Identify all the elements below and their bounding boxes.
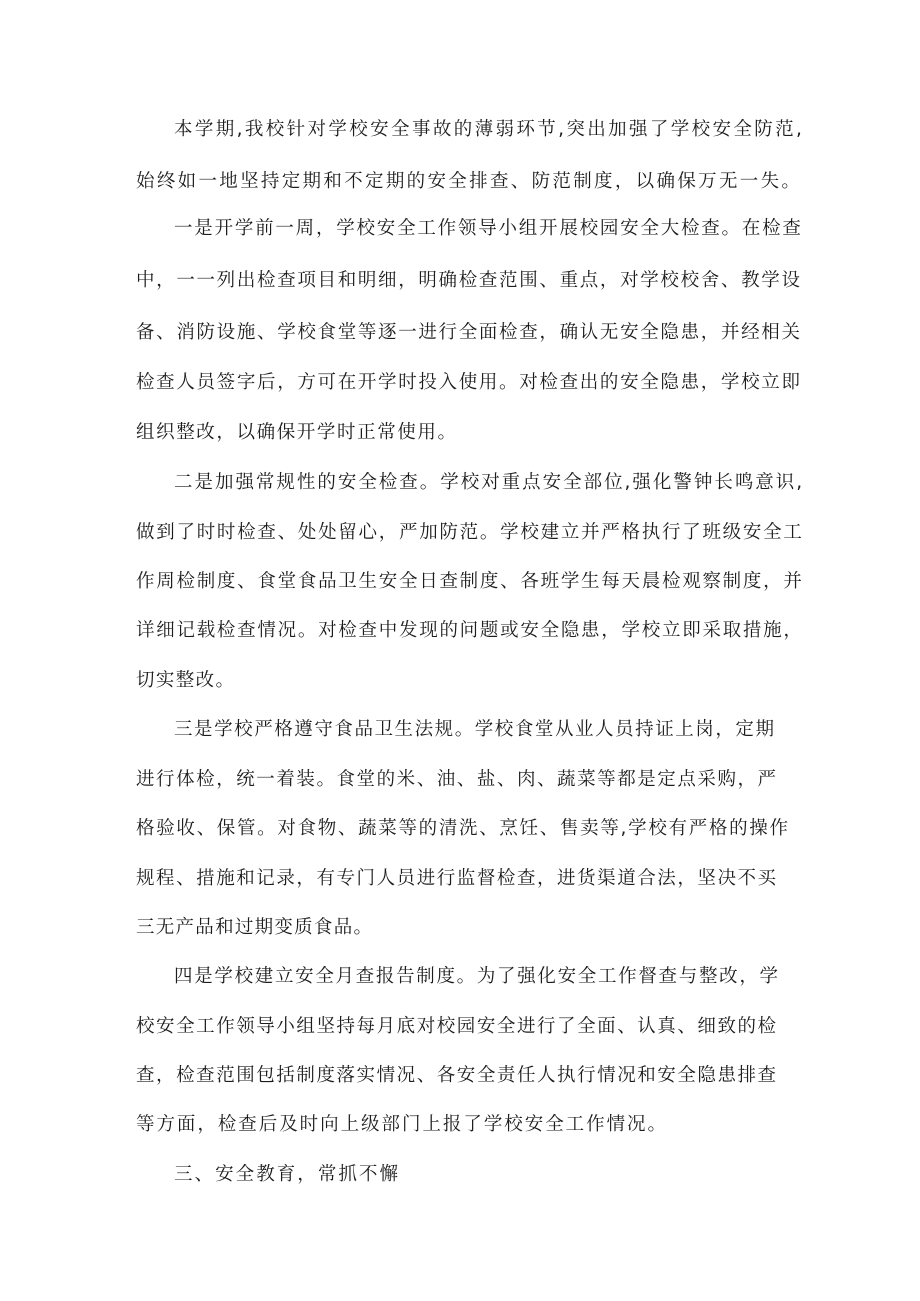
- paragraph-5-line-1: 四是学校建立安全月查报告制度。为了强化安全工作督查与整改，学: [174, 966, 780, 987]
- paragraph-4-line-2: 进行体检，统一着装。食堂的米、油、盐、肉、蔬菜等都是定点采购，严: [136, 769, 778, 790]
- paragraph-5-line-3: 查，检查范围包括制度落实情况、各安全责任人执行情况和安全隐患排查: [136, 1065, 778, 1086]
- paragraph-2-line-3: 备、消防设施、学校食堂等逐一进行全面检查，确认无安全隐患，并经相关: [136, 322, 802, 343]
- paragraph-3-line-1: 二是加强常规性的安全检查。学校对重点安全部位,强化警钟长鸣意识,: [174, 472, 805, 493]
- paragraph-3-line-4: 详细记载检查情况。对检查中发现的问题或安全隐患，学校立即采取措施，: [136, 620, 804, 641]
- paragraph-2-line-1: 一是开学前一周，学校安全工作领导小组开展校园安全大检查。在检查: [174, 218, 803, 239]
- paragraph-2-line-5: 组织整改，以确保开学时正常使用。: [136, 422, 458, 443]
- paragraph-2-line-4: 检查人员签字后，方可在开学时投入使用。对检查出的安全隐患，学校立即: [136, 372, 802, 393]
- paragraph-5-line-4: 等方面，检查后及时向上级部门上报了学校安全工作情况。: [136, 1114, 668, 1135]
- paragraph-4-line-5: 三无产品和过期变质食品。: [136, 917, 374, 938]
- paragraph-1-line-1: 本学期,我校针对学校安全事故的薄弱环节,突出加强了学校安全防范,: [174, 119, 805, 140]
- paragraph-4-line-3: 格验收、保管。对食物、蔬菜等的清洗、烹饪、售卖等,学校有严格的操作: [136, 818, 790, 839]
- paragraph-3-line-2: 做到了时时检查、处处留心，严加防范。学校建立并严格执行了班级安全工: [136, 522, 804, 543]
- paragraph-4-line-4: 规程、措施和记录，有专门人员进行监督检查，进货渠道合法，坚决不买: [136, 868, 778, 889]
- paragraph-2-line-2: 中，一一列出检查项目和明细，明确检查范围、重点，对学校校舍、教学设: [136, 270, 802, 291]
- section-heading: 三、安全教育，常抓不懈: [174, 1164, 401, 1185]
- paragraph-4-line-1: 三是学校严格遵守食品卫生法规。学校食堂从业人员持证上岗，定期: [174, 719, 776, 740]
- paragraph-3-line-5: 切实整改。: [136, 670, 236, 691]
- paragraph-5-line-2: 校安全工作领导小组坚持每月底对校园安全进行了全面、认真、细致的检: [136, 1016, 778, 1037]
- paragraph-1-line-2: 始终如一地坚持定期和不定期的安全排查、防范制度，以确保万无一失。: [136, 171, 803, 192]
- paragraph-3-line-3: 作周检制度、食堂食品卫生安全日查制度、各班学生每天晨检观察制度，并: [136, 571, 804, 592]
